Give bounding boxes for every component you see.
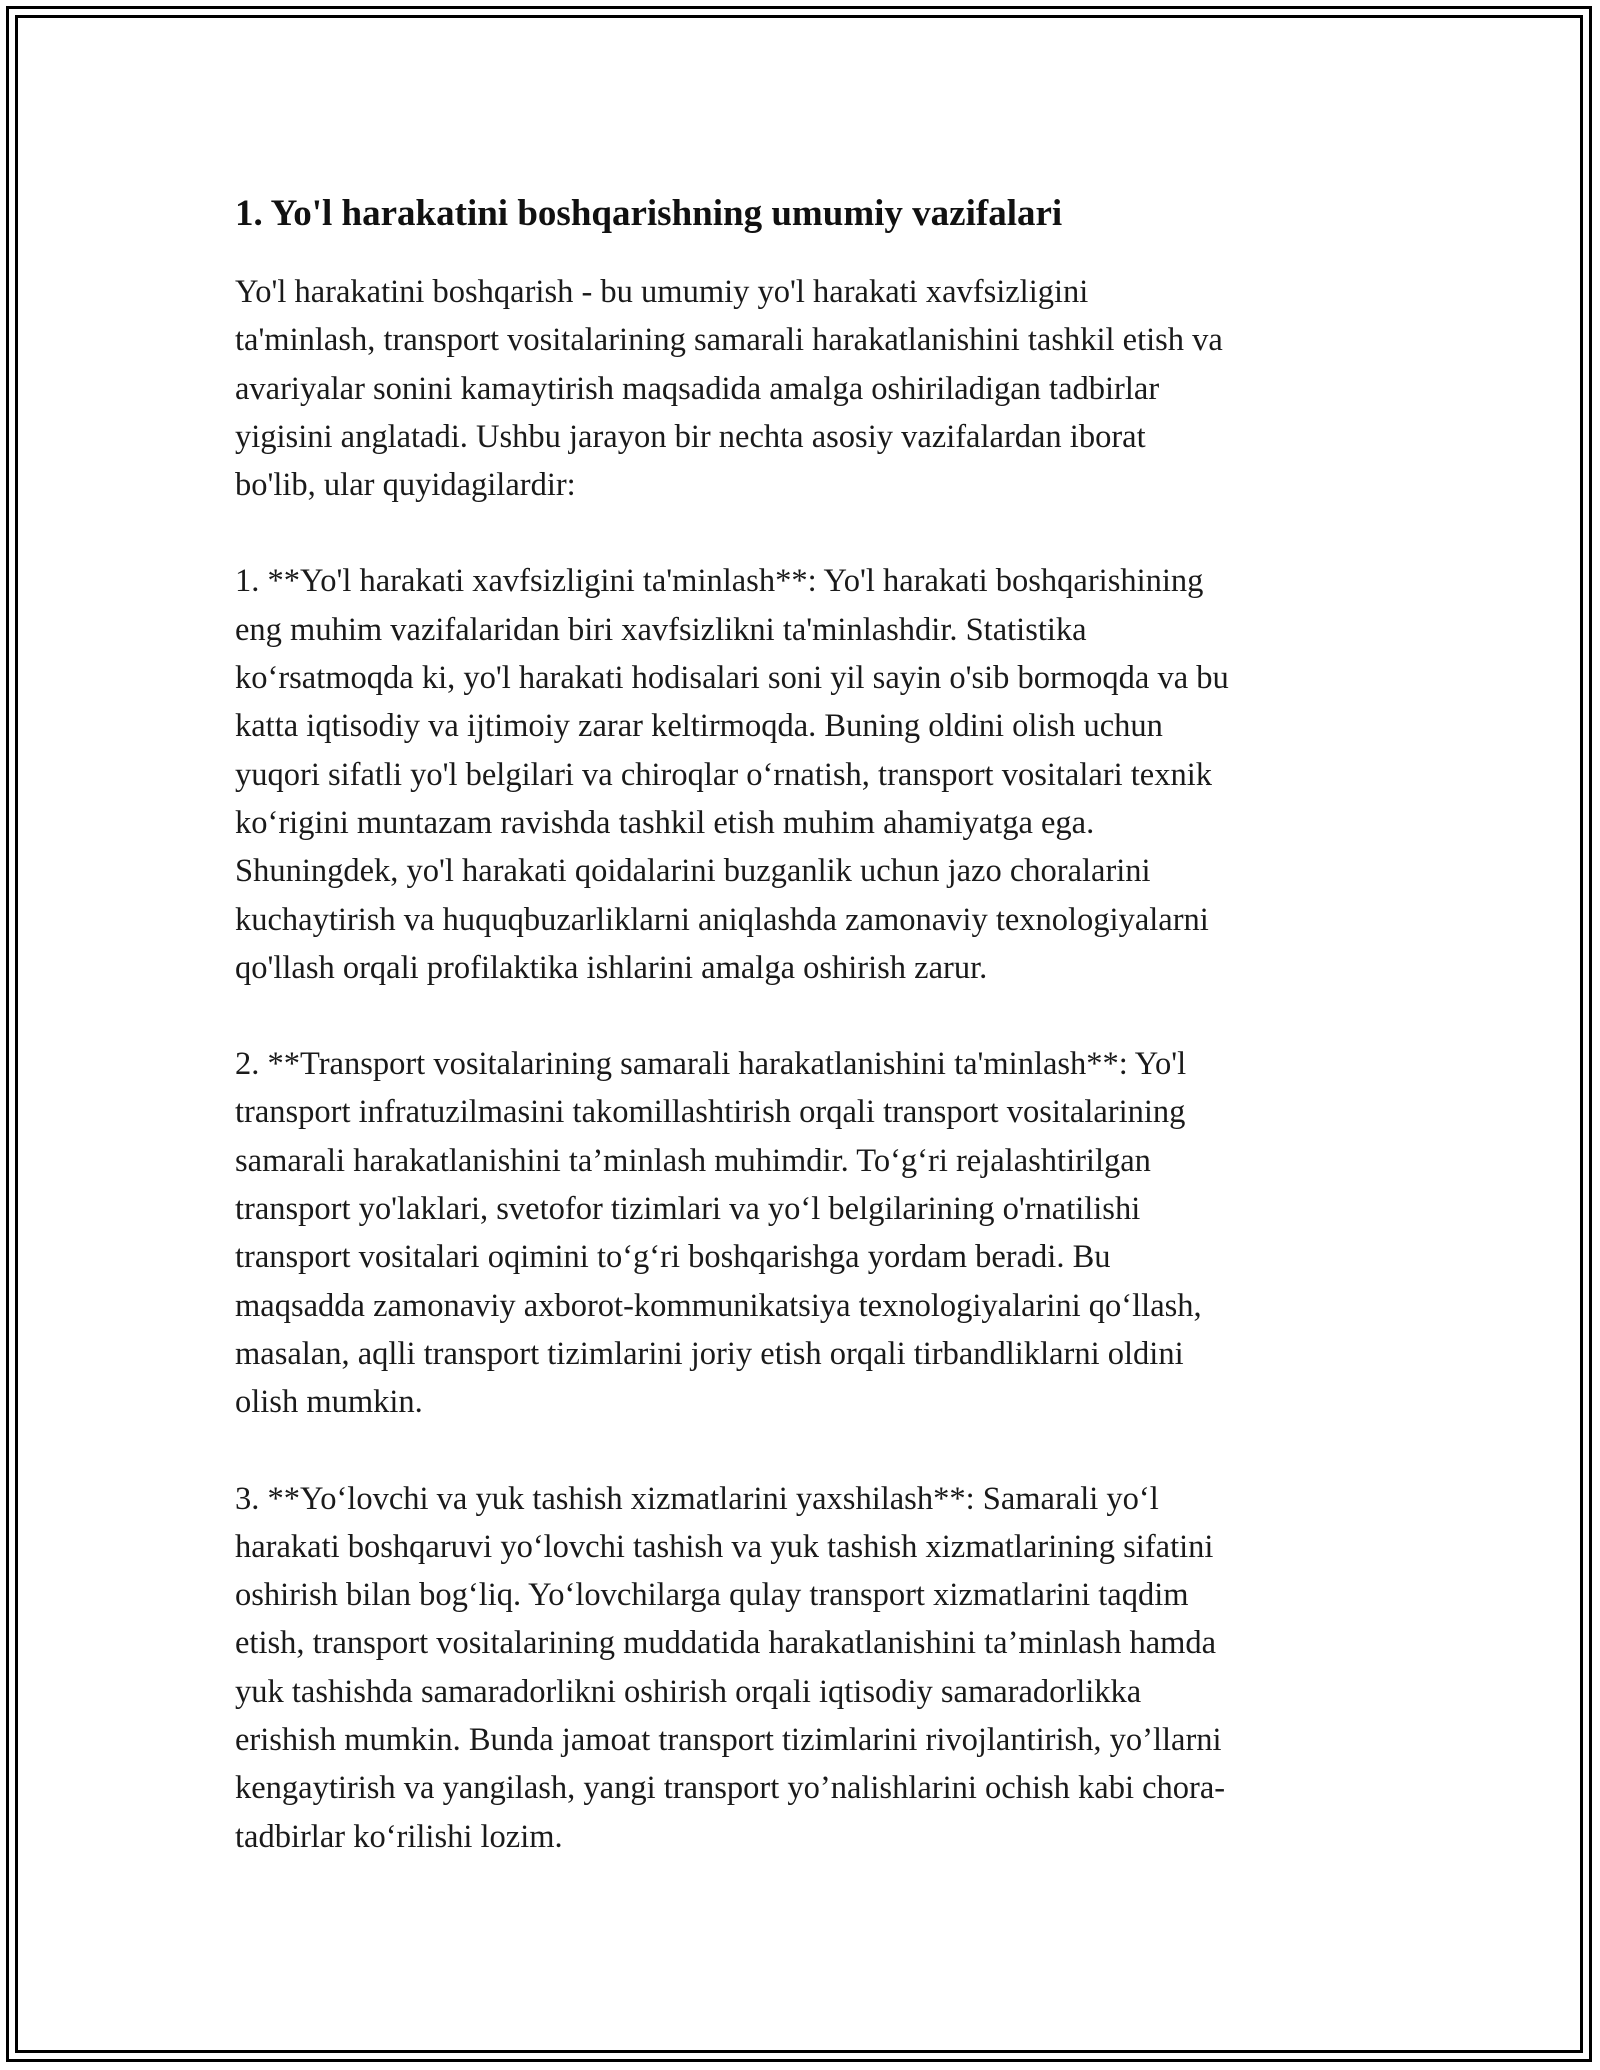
paragraph-safety: 1. **Yo'l harakati xavfsizligini ta'minlash**: Yo'l harakati boshqarishining eng muhim vazifalaridan biri xavfsizlikni ta'minlashdir. Statistika ko‘rsatmoqda ki, yo'l harakati hodisalari soni yil sayin o'sib bormoqda va bu katta iqtisodiy va ijtimoiy zarar keltirmoqda. Buning oldini olish uchun yuqori sifatli yo'l belgilari va chiroqlar o‘rnatish, transport vositalari texnik ko‘rigini muntazam ravishda tashkil etish muhim ahamiyatga ega. Shuningdek, yo'l harakati qoidalarini buzganlik uchun jazo choralarini kuchaytirish va huquqbuzarliklarni aniqlashda zamonaviy texnologiyalarni qo'llash orqali profilaktika ishlarini amalga oshirish zarur. bbox=[235, 563, 1229, 986]
section-heading: 1. Yo'l harakatini boshqarishning umumiy vazifalari bbox=[235, 193, 1063, 234]
paragraph-passenger-cargo: 3. **Yo‘lovchi va yuk tashish xizmatlarini yaxshilash**: Samarali yo‘l harakati boshqaruvi yo‘lovchi tashish va yuk tashish xizmatlarining sifatini oshirish bilan bog‘liq. Yo‘lovchilarga qulay transport xizmatlarini taqdim etish, transport vositalarining muddatida harakatlanishini ta’minlash hamda yuk tashishda samaradorlikni oshirish orqali iqtisodiy samaradorlikka erishish mumkin. Bunda jamoat transport tizimlarini rivojlantirish, yo’llarni kengaytirish va yangilash, yangi transport yo’nalishlarini ochish kabi chora- tadbirlar ko‘rilishi lozim. bbox=[235, 1480, 1226, 1855]
document-body bbox=[235, 190, 1365, 1909]
paragraph-efficient-movement: 2. **Transport vositalarining samarali harakatlanishini ta'minlash**: Yo'l transport infratuzilmasini takomillashtirish orqali transport vositalarining samarali harakatlanishini ta’minlash muhimdir. To‘g‘ri rejalashtirilgan transport yo'laklari, svetofor tizimlari va yo‘l belgilarining o'rnatilishi transport vositalari oqimini to‘g‘ri boshqarishga yordam beradi. Bu maqsadda zamonaviy axborot-kommunikatsiya texnologiyalarini qo‘llash, masalan, aqlli transport tizimlarini joriy etish orqali tirbandliklarni oldini olish mumkin. bbox=[235, 1046, 1202, 1421]
intro-paragraph: Yo'l harakatini boshqarish - bu umumiy yo'l harakati xavfsizligini ta'minlash, transport vositalarining samarali harakatlanishini tashkil etish va avariyalar sonini kamaytirish maqsadida amalga oshiriladigan tadbirlar yigisini anglatadi. Ushbu jarayon bir nechta asosiy vazifalardan iborat bo'lib, ular quyidagilardir: bbox=[235, 274, 1223, 504]
